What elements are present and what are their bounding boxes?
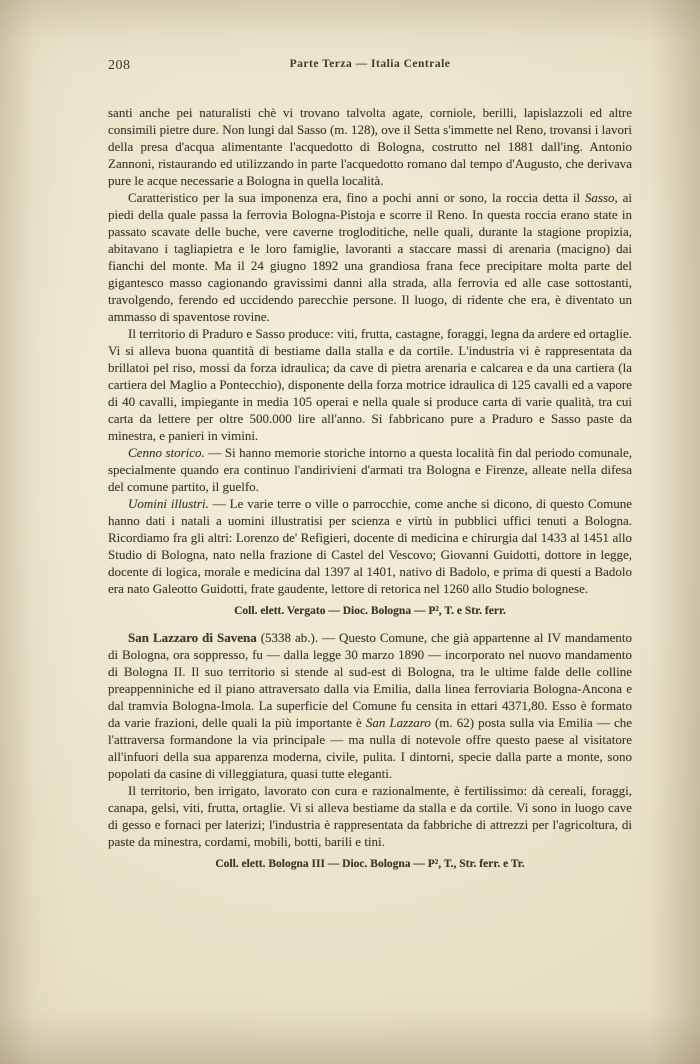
paragraph-6-text-mid1: (5338 ab.). — Questo Comune, che già appartenne al IV mandamento di Bologna, ora soppresso, fu — dalla legge 30 marzo 1890 — incorporato nel nuovo mandamento di Bologna II. Il suo territorio si stende al sud-est di Bologna, tra le ultime falde delle colline preappenniniche ed il piano attraversato dalla via Emilia, dalla linea ferroviaria Bologna-Ancona e dal tramvia Bologna-Imola. La superficie del Comune fu censita in ettari 4371,80. Esso è formato da varie frazioni, delle quali la più importante è bbox=[108, 630, 632, 730]
paragraph-2-sasso-rock bbox=[108, 189, 632, 325]
paragraph-2-text-post: , ai piedi della quale passa la ferrovia Bologna-Pistoja e scorre il Reno. In questa roccia erano state in passato scavate delle buche, vere caverne trogloditiche, nelle quali, durante la stagione propizia, abitavano i tagliapietra e le loro famiglie, lavoranti a staccare massi di arenaria (macigno) dai fianchi del monte. Ma il 24 giugno 1892 una grandiosa frana fece precipitare molta parte del gigantesco masso cagionando gravissimi danni alla strada, alla ferrovia ed alle case sottostanti, travolgendo, ferendo ed uccidendo parecchie persone. Il luogo, di ridente che era, è diventato un ammasso di spaventose rovine. bbox=[108, 190, 632, 324]
collegio-line-bologna-iii: Coll. elett. Bologna III — Dioc. Bologna — P², T., Str. ferr. e Tr. bbox=[215, 858, 525, 870]
section-lead-cenno-storico: Cenno storico. bbox=[128, 445, 205, 460]
paragraph-4-text: — Si hanno memorie storiche intorno a questa località fin dal periodo comunale, specialmente quando era continuo l'andirivieni d'armati tra Bologna e Firenze, alleate nella difesa del comune partito, il guelfo. bbox=[108, 445, 632, 494]
collegio-line-vergato: Coll. elett. Vergato — Dioc. Bologna — P², T. e Str. ferr. bbox=[234, 605, 506, 617]
paragraph-1-continuation: santi anche pei naturalisti chè vi trovano talvolta agate, corniole, berilli, lapislazzoli ed altre consimili pietre dure. Non lungi dal Sasso (m. 128), ove il Setta s'immette nel Reno, trovansi i lavori della presa d'acqua alimentante l'acquedotto di Bologna, costrutto nel 1881 dall'ing. Antonio Zannoni, ristaurando ed utilizzando in parte l'acquedotto romano dal tempo d'Augusto, che derivava pure le acque necessarie a Bologna in quella località. bbox=[108, 105, 632, 188]
paragraph-2-text-pre: Caratteristico per la sua imponenza era, fino a pochi anni or sono, la roccia detta il bbox=[128, 190, 585, 205]
place-name-sasso: Sasso bbox=[584, 190, 615, 205]
entry-lead-san-lazzaro-di-savena: San Lazzaro di Savena bbox=[128, 630, 257, 645]
page-number: 208 bbox=[108, 58, 131, 73]
paragraph-4-cenno-storico bbox=[108, 444, 632, 495]
paragraph-6-san-lazzaro bbox=[108, 629, 632, 782]
text-block bbox=[108, 104, 632, 872]
paragraph-3-territorio-praduro: Il territorio di Praduro e Sasso produce: viti, frutta, castagne, foraggi, legna da ardere ed ortaglie. Vi si alleva buona quantità di bestiame dalla stalla e da cortile. L'industria vi è rappresentata da brillatoi pel riso, mossi da forza idraulica; da cave di pietra arenaria e calcarea e da una cartiera (la cartiera del Maglio a Pontecchio), disponente della forza motrice idraulica di 125 cavalli ed a vapore di 40 cavalli, impiegante in media 105 operai e nella quale si produce carta di varie qualità, tra cui carta da lettere per oltre 500.000 lire all'anno. Si fabbricano pure a Praduro e Sasso paste da minestra, e panieri in vimini. bbox=[108, 326, 632, 443]
paragraph-7-territorio-san-lazzaro: Il territorio, ben irrigato, lavorato con cura e razionalmente, è fertilissimo: dà cereali, foraggi, canapa, gelsi, viti, frutta, ortaglie. Vi si alleva bestiame da stalla e da cortile. Vi sono in luogo cave di gesso e fornaci per laterizi; l'industria è rappresentata da fabbriche di attrezzi per l'agricoltura, di paste da minestra, cordami, mobili, botti, barili e tini. bbox=[108, 783, 632, 849]
place-name-san-lazzaro: San Lazzaro bbox=[365, 715, 431, 730]
paragraph-5-text: — Le varie terre o ville o parrocchie, come anche si dicono, di questo Comune hanno dati i natali a uomini illustratisi per scienza e virtù in pubblici uffici tenuti a Bologna. Ricordiamo fra gli altri: Lorenzo de' Refigieri, docente di medicina e chirurgia dal 1433 al 1451 allo Studio di Bologna, nato nella frazione di Castel del Vescovo; Giovanni Guidotti, dottore in legge, docente di logica, morale e medicina dal 1397 al 1401, nativo di Badolo, e prima di questi a Badolo era nato Galeotto Guidotti, frate gaudente, lettore di retorica nel 1260 allo Studio bolognese. bbox=[108, 496, 633, 596]
paragraph-6-text-mid2: (m. 62) posta sulla via Emilia — che l'attraversa formandone la via principale — ma nulla di notevole offre questo paese al visitatore all'infuori della sua apparenza moderna, civile, pulita. I dintorni, specie dalla parte a monte, sono popolati da casine di villeggiatura, quasi tutte eleganti. bbox=[108, 715, 633, 781]
page-header bbox=[108, 58, 632, 76]
section-lead-uomini-illustri: Uomini illustri. bbox=[128, 496, 209, 511]
running-title: Parte Terza — Italia Centrale bbox=[289, 58, 451, 70]
paragraph-5-uomini-illustri bbox=[108, 495, 632, 597]
